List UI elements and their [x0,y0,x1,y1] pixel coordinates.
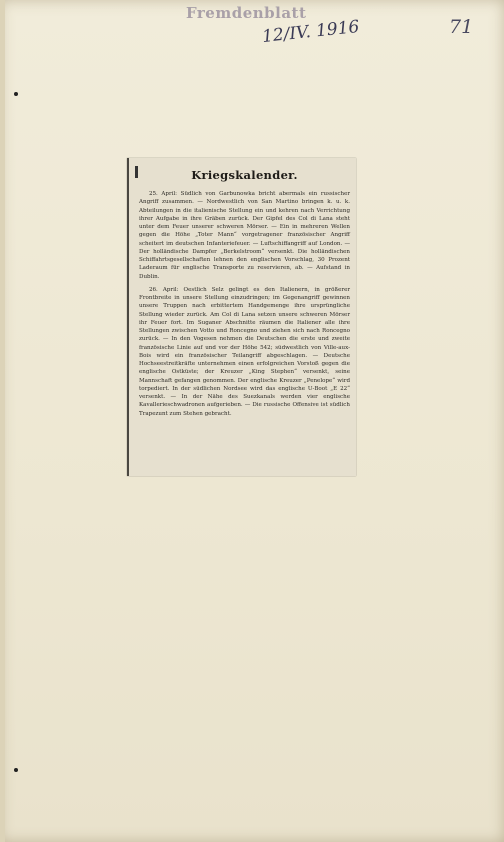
binding-hole [14,768,18,772]
sheet-edge [0,0,5,842]
clipping-mark [135,166,138,178]
folio-number: 71 [449,16,474,38]
handwritten-date: 12/IV. 1916 [261,16,361,48]
clipping-paragraph-april-25: 25. April: Südlich von Garbunowka bricht abermals ein russischer Angriff zusammen. — Nordwestlich von San Martino bringen k. u. k. Abteilungen in die italienische Stellung ein und kehren nach Verrichtung ihrer Aufgabe in ihre Gräben zurück. Der Gipfel des Col di Lana steht unter dem Feuer unserer schweren Mörser. — Ein in mehreren Wellen gegen die Höhe „Toter Mann“ vorgetragener französischer Angriff scheitert im deutschen Infanteriefeuer. — Luftschiffangriff auf London. — Der holländische Dampfer „Berkelstroom“ versenkt. Die holländischen Schiffahrtsgesellschaften lehnen den englischen Vorschlag, 30 Prozent Laderaum für englische Transporte zu reservieren, ab. — Aufstand in Dublin. [139,191,350,280]
newspaper-stamp: Fremdenblatt [186,4,307,22]
clipping-paragraph-april-26: 26. April: Oestlich Selz gelingt es den Italienern, in größerer Frontbreite in unsere Stellung einzudringen; im Gegenangriff gewinnen unsere Truppen nach erbittertem Handgemenge ihre ursprüngliche Stellung wieder zurück. Am Col di Lana setzen unsere schweren Mörser ihr Feuer fort. Im Suganer Abschnitte räumen die Italiener alle ihre Stellungen zwischen Votto und Roncegno und ziehen sich nach Roncegno zurück. — In den Vogesen nehmen die Deutschen die erste und zweite französische Linie auf und vor der Höhe 542; südwestlich von Ville-aux-Bois wird ein französischer Teilangriff abgeschlagen. — Deutsche Hochseestreitkräfte unternehmen einen erfolgreichen Vorstoß gegen die englische Ostküste; der Kreuzer „King Stephen“ versenkt, seine Mannschaft gefangen genommen. Der englische Kreuzer „Penelope“ wird torpediert. In der südlichen Nordsee wird das englische U-Boot „E 22“ versenkt. — In der Nähe des Suezkanals werden vier englische Kavallerieschwadronen aufgerieben. — Die russische Offensive ist südlich Trapezunt zum Stehen gebracht. [139,286,350,417]
clipping-title: Kriegskalender. [191,168,298,182]
newspaper-clipping [127,158,356,476]
binding-hole [14,92,18,96]
